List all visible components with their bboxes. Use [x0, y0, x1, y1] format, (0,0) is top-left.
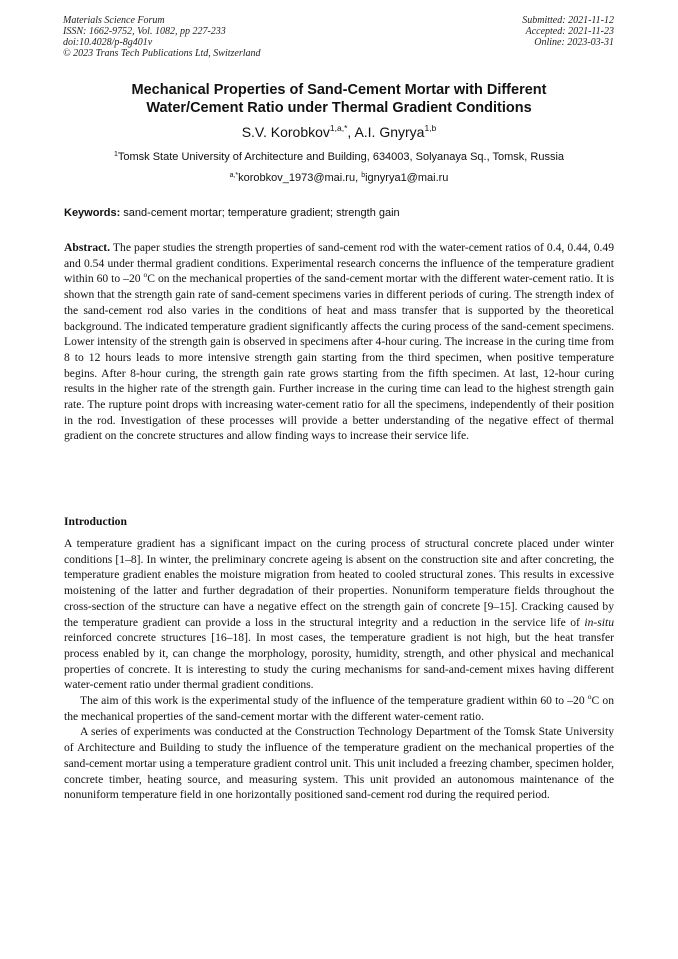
keywords-text: sand-cement mortar; temperature gradient; strength gain [120, 207, 400, 219]
email-a-marker: a,* [229, 172, 239, 179]
abstract [64, 240, 614, 444]
journal-copyright: © 2023 Trans Tech Publications Ltd, Switzerland [63, 48, 261, 59]
author-list [40, 123, 638, 141]
intro-paragraph-2 [64, 693, 614, 724]
online-date: Online: 2023-03-31 [534, 37, 614, 48]
intro-p1-text-2: reinforced concrete structures [16–18]. In most cases, the temperature gradient is not high, but the heat transfer process enabled by it, can change the morphology, porosity, humidity, strength, and other physical and mechanical properties of concrete. It is interesting to study the curing mechanisms for sand-and-cement mixes having different water-cement ratio under thermal gradient conditions. [64, 631, 614, 692]
email-b-marker: b [361, 172, 366, 179]
email-separator: , [355, 172, 362, 184]
introduction-body [64, 536, 614, 803]
journal-issn: ISSN: 1662-9752, Vol. 1082, pp 227-233 [63, 26, 226, 37]
abstract-degree: o [143, 270, 148, 280]
intro-p2-degree: o [587, 692, 592, 702]
author-emails [40, 171, 638, 185]
intro-paragraph-1 [64, 536, 614, 693]
intro-paragraph-3: A series of experiments was conducted at the Construction Technology Department of the Tomsk State University of Architecture and Building to study the influence of the temperature gradient on the mechanical properties of the sand-cement mortar using a temperature gradient control unit. This unit included a freezing chamber, specimen holder, concrete timber, heating source, and measuring system. This unit provided an autonomous maintenance of the nonuniform temperature field in one horizontally positioned sand-cement rod during the required period. [64, 725, 615, 802]
journal-header [63, 15, 261, 59]
email-b[interactable]: ignyrya1@mai.ru [365, 172, 449, 184]
author-2: A.I. Gnyrya [354, 124, 425, 140]
author-2-affil: 1,b [424, 123, 437, 133]
keywords-label: Keywords: [64, 207, 121, 219]
affiliation-marker: 1 [113, 151, 118, 158]
affiliation [40, 150, 638, 164]
dates-header [522, 15, 614, 48]
author-1: S.V. Korobkov [241, 124, 330, 140]
author-separator: , [347, 124, 355, 140]
abstract-text-2: C on the mechanical properties of the sand-cement mortar with the different water-cement ratio. It is shown that the strength gain rate of sand-cement specimens varies in different periods of curing. The strength index of the sand-cement rod also varies in the conditions of heat and mass transfer that is supported by the theoretical background. The indicated temperature gradient significantly affects the curing process of the sand-cement specimens. Lower intensity of the strength gain is observed in specimens after 4-hour curing. The increase in the curing time from 8 to 12 hours leads to more intensive strength gain starting from the third specimen, when positive temperature begins. After 8-hour curing, the strength gain rate grows starting from the fifth specimen. At last, 12-hour curing results in the higher rate of the strength gain. Further increase in the curing time can lead to the highest strength gain rate. The rupture point drops with increasing water-cement ratio for all the specimens, independently of their position in the rod. Investigation of these processes will provide a better understanding of the negative effect of thermal gradient on the concrete structures and allow finding ways to increase their service life. [64, 272, 615, 443]
accepted-date: Accepted: 2021-11-23 [525, 26, 614, 37]
email-a[interactable]: korobkov_1973@mai.ru [238, 172, 356, 184]
intro-p1-text-1: A temperature gradient has a significant impact on the curing process of structural concrete placed under winter conditions [1–8]. In winter, the preliminary concrete ageing is absent on the construction site and after concreting, the temperature gradient enables the moisture migration from heated to cooled structural zones. This results in excessive moistening of the latter and further degradation of their properties. Nonuniform temperature fields throughout the cross-section of the structure can have a negative effect on the strength gain of concrete [9–15]. Cracking caused by the temperature gradient can provide a loss in the structural integrity and a reduction in the service life of [64, 537, 614, 629]
keywords [64, 206, 616, 220]
introduction-heading: Introduction [64, 515, 127, 528]
submitted-date: Submitted: 2021-11-12 [522, 15, 614, 26]
title-line-1: Mechanical Properties of Sand-Cement Mortar with Different [131, 82, 547, 98]
abstract-label: Abstract. [64, 241, 111, 254]
journal-doi: doi:10.4028/p-8g401v [63, 37, 153, 48]
intro-p1-italic: in-situ [584, 615, 614, 629]
affiliation-text: Tomsk State University of Architecture and Building, 634003, Solyanaya Sq., Tomsk, Russia [117, 151, 565, 163]
author-1-affil: 1,a,* [329, 123, 348, 133]
journal-name: Materials Science Forum [63, 15, 165, 26]
abstract-text-1: The paper studies the strength properties of sand-cement rod with the water-cement ratios of 0.4, 0.44, 0.49 and 0.54 under thermal gradient conditions. Experimental research concerns the influence of the temperature gradient within 60 to –20 [64, 241, 614, 286]
intro-p2-text-1: The aim of this work is the experimental study of the influence of the temperature gradient within 60 to –20 [80, 694, 588, 708]
intro-p2-text-2: C on the mechanical properties of the sand-cement mortar with the different water-cement ratio. [64, 694, 614, 723]
paper-title [40, 81, 638, 117]
title-line-2: Water/Cement Ratio under Thermal Gradient Conditions [146, 100, 532, 116]
